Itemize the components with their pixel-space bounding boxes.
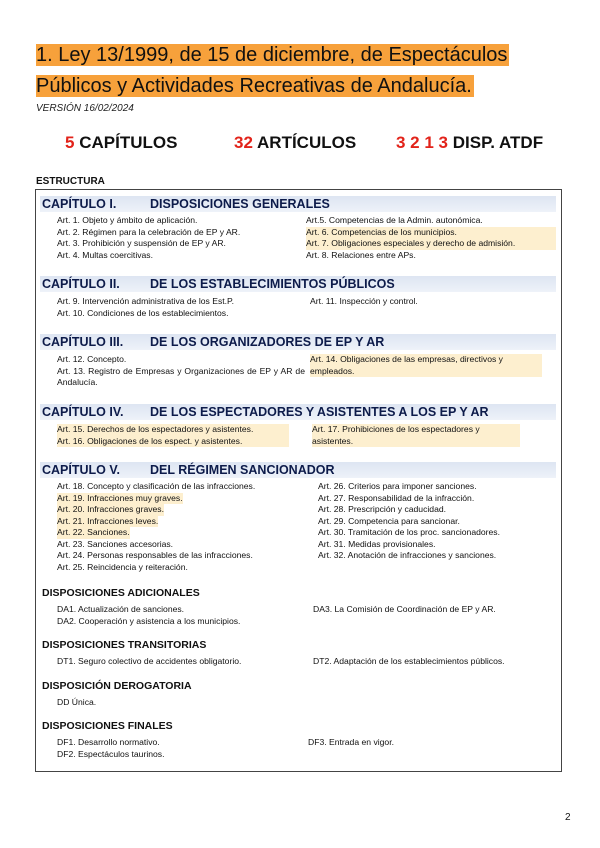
article-item: Art. 30. Tramitación de los proc. sancionadores. (318, 527, 500, 537)
articles-right-column (318, 481, 556, 562)
section-items (40, 656, 556, 668)
chapter-number: CAPÍTULO I. (42, 197, 117, 211)
stat-articulos-num: 32 (234, 133, 253, 152)
items-right-column (313, 604, 553, 616)
items-left-column (57, 737, 307, 760)
article-item: Art. 25. Reincidencia y reiteración. (57, 561, 188, 572)
chapter-articles (40, 215, 556, 263)
disposition-item: DD Única. (57, 697, 97, 707)
article-item: Art. 11. Inspección y control. (310, 296, 418, 306)
chapter-1 (40, 196, 556, 263)
chapter-header (40, 334, 556, 350)
section-items (40, 604, 556, 628)
structure-heading: ESTRUCTURA (36, 176, 105, 187)
section-items (40, 697, 556, 709)
articles-left-column (57, 424, 289, 447)
chapter-number: CAPÍTULO IV. (42, 405, 124, 419)
stat-disposiciones (396, 133, 543, 153)
article-item: Art. 4. Multas coercitivas. (57, 249, 153, 260)
article-item: Art. 28. Prescripción y caducidad. (318, 504, 447, 514)
items-right-column (308, 737, 548, 749)
disposiciones-finales (40, 720, 556, 761)
chapter-number: CAPÍTULO III. (42, 335, 124, 349)
disposicion-derogatoria (40, 680, 556, 709)
disposition-item: DT2. Adaptación de los establecimientos públicos. (313, 656, 505, 666)
article-item-highlighted: Art. 15. Derechos de los espectadores y asistentes. (57, 424, 289, 436)
chapter-3 (40, 334, 556, 390)
article-item: Art. 12. Concepto. (57, 354, 127, 364)
stat-articulos (234, 133, 356, 153)
disposition-item: DA2. Cooperación y asistencia a los municipios. (57, 615, 241, 626)
article-item: Art. 9. Intervención administrativa de los Est.P. (57, 296, 235, 306)
article-item: Art. 24. Personas responsables de las infracciones. (57, 550, 253, 560)
page-number: 2 (565, 812, 571, 823)
chapter-articles (40, 296, 556, 320)
items-right-column (313, 656, 553, 668)
article-item-highlighted: Art. 7. Obligaciones especiales y derecho de admisión. (306, 238, 556, 250)
article-item-highlighted: Art. 16. Obligaciones de los espect. y asistentes. (57, 436, 289, 448)
disposiciones-transitorias (40, 639, 556, 668)
article-item-highlighted: Art. 19. Infracciones muy graves. (57, 492, 183, 503)
article-item-highlighted: Art. 6. Competencias de los municipios. (306, 227, 556, 239)
chapter-number: CAPÍTULO II. (42, 277, 120, 291)
disposiciones-adicionales (40, 587, 556, 628)
section-heading: DISPOSICIONES ADICIONALES (42, 587, 200, 599)
article-item: Art. 18. Concepto y clasificación de las infracciones. (57, 481, 256, 491)
chapter-articles (40, 481, 556, 575)
article-item-highlighted: Art. 22. Sanciones. (57, 527, 130, 537)
article-item: Art. 10. Condiciones de los establecimientos. (57, 307, 229, 318)
article-item-highlighted: Art. 20. Infracciones graves. (57, 504, 164, 514)
article-item: Art. 23. Sanciones accesorias. (57, 538, 174, 549)
disposition-item: DA1. Actualización de sanciones. (57, 604, 185, 614)
article-item: Art. 29. Competencia para sancionar. (318, 515, 460, 526)
stat-capitulos-label: CAPÍTULOS (79, 133, 178, 152)
chapter-name: DE LOS ESTABLECIMIENTOS PÚBLICOS (150, 277, 395, 291)
chapter-articles (40, 354, 556, 390)
articles-left-column (57, 354, 305, 389)
chapter-name: DISPOSICIONES GENERALES (150, 197, 330, 211)
chapter-4 (40, 404, 556, 448)
items-left-column (57, 697, 307, 709)
chapter-name: DE LOS ORGANIZADORES DE EP Y AR (150, 335, 385, 349)
disposition-item: DT1. Seguro colectivo de accidentes obligatorio. (57, 656, 242, 666)
document-title (36, 40, 564, 102)
article-item: Art. 2. Régimen para la celebración de EP y AR. (57, 226, 241, 237)
articles-right-column (310, 354, 542, 377)
article-item: Art. 1. Objeto y ámbito de aplicación. (57, 215, 198, 225)
section-items (40, 737, 556, 761)
article-item-highlighted: Art. 17. Prohibiciones de los espectadores y asistentes. (312, 424, 520, 447)
chapter-header (40, 404, 556, 420)
stat-articulos-label: ARTÍCULOS (257, 133, 357, 152)
version-label: VERSIÓN 16/02/2024 (36, 103, 134, 114)
chapter-2 (40, 276, 556, 320)
chapter-articles (40, 424, 556, 448)
items-left-column (57, 604, 317, 627)
article-item: Art. 26. Criterios para imponer sanciones. (318, 481, 477, 491)
articles-left-column (57, 481, 317, 573)
stat-capitulos (65, 133, 177, 153)
articles-right-column (310, 296, 550, 308)
articles-left-column (57, 296, 307, 319)
chapter-header (40, 276, 556, 292)
article-item: Art. 8. Relaciones entre APs. (306, 249, 416, 260)
stat-capitulos-num: 5 (65, 133, 75, 152)
article-item-highlighted: Art. 14. Obligaciones de las empresas, directivos y empleados. (310, 354, 542, 377)
stat-disposiciones-label: DISP. ATDF (452, 133, 544, 152)
items-left-column (57, 656, 307, 668)
disposition-item: DF3. Entrada en vigor. (308, 737, 394, 747)
article-item-highlighted: Art. 21. Infracciones leves. (57, 515, 159, 526)
article-item: Art. 3. Prohibición y suspensión de EP y AR. (57, 238, 226, 248)
chapter-header (40, 196, 556, 212)
article-item: Art.5. Competencias de la Admin. autonómica. (306, 215, 483, 225)
section-heading: DISPOSICIONES FINALES (42, 720, 173, 732)
chapter-5 (40, 462, 556, 575)
article-item: Art. 13. Registro de Empresas y Organizaciones de EP y AR de Andalucía. (57, 365, 305, 387)
chapter-name: DEL RÉGIMEN SANCIONADOR (150, 463, 335, 477)
articles-left-column (57, 215, 302, 261)
article-item: Art. 32. Anotación de infracciones y sanciones. (318, 550, 497, 560)
article-item: Art. 31. Medidas provisionales. (318, 538, 436, 549)
disposition-item: DA3. La Comisión de Coordinación de EP y AR. (313, 604, 496, 614)
section-heading: DISPOSICIÓN DEROGATORIA (42, 680, 192, 692)
structure-box (35, 189, 562, 772)
chapter-name: DE LOS ESPECTADORES Y ASISTENTES A LOS EP Y AR (150, 405, 489, 419)
disposition-item: DF1. Desarrollo normativo. (57, 737, 160, 747)
section-heading: DISPOSICIONES TRANSITORIAS (42, 639, 207, 651)
articles-right-column (312, 424, 520, 447)
stat-disposiciones-num: 3 2 1 3 (396, 133, 448, 152)
chapter-header (40, 462, 556, 478)
disposition-item: DF2. Espectáculos taurinos. (57, 748, 165, 759)
article-item: Art. 27. Responsabilidad de la infracción. (318, 492, 475, 503)
chapter-number: CAPÍTULO V. (42, 463, 121, 477)
title-text: 1. Ley 13/1999, de 15 de diciembre, de Espectáculos Públicos y Actividades Recreativas de Andalucía. (36, 44, 508, 97)
articles-right-column (306, 215, 556, 261)
